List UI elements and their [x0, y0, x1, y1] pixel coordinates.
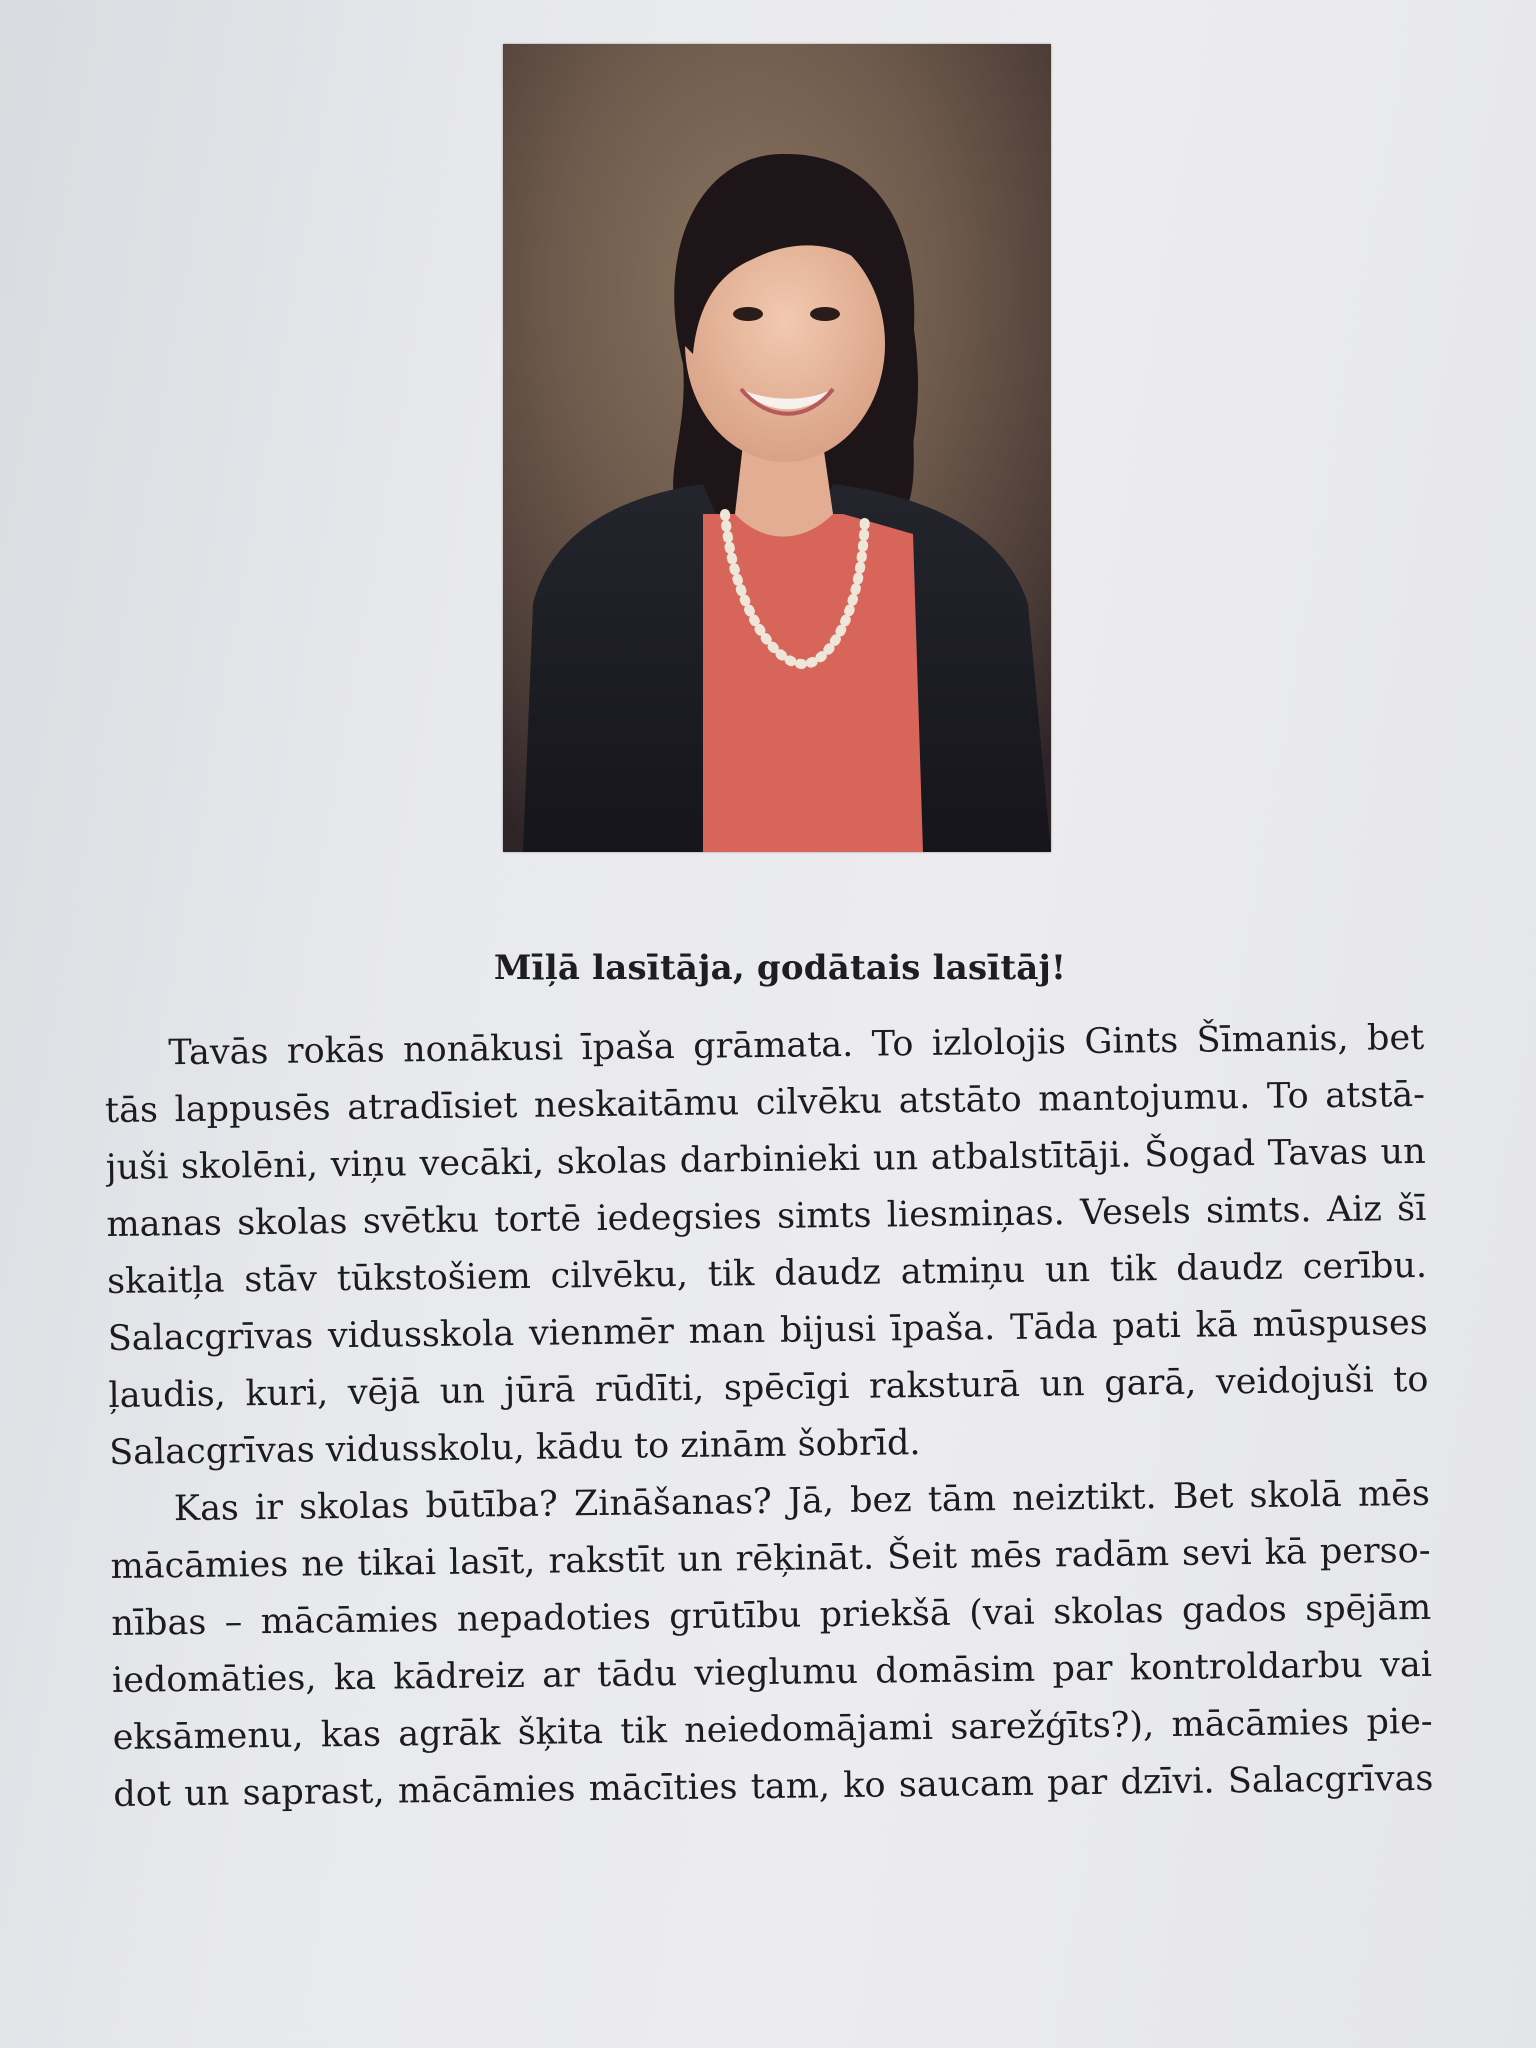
- text-line: manas skolas svētku tortē iedegsies simts liesmiņas. Vesels simts. Aiz šī: [106, 1188, 1427, 1245]
- text-line: ļaudis, kuri, vējā un jūrā rūdīti, spēcīgi raksturā un garā, veidojuši to: [108, 1359, 1429, 1416]
- text-line: mācāmies ne tikai lasīt, rakstīt un rēķināt. Šeit mēs radām sevi kā perso-: [110, 1530, 1431, 1587]
- text-line: Tavās rokās nonākusi īpaša grāmata. To izlolojis Gints Šīmanis, bet: [168, 1017, 1425, 1074]
- text-line: nības – mācāmies nepadoties grūtību priekšā (vai skolas gados spējām: [111, 1587, 1432, 1644]
- portrait-photo: [503, 44, 1051, 852]
- text-line: dot un saprast, mācāmies mācīties tam, ko saucam par dzīvi. Salacgrīvas: [113, 1758, 1434, 1815]
- letter-body: [104, 1010, 1434, 1824]
- text-line: Salacgrīvas vidusskola vienmēr man bijusi īpaša. Tāda pati kā mūspuses: [107, 1302, 1428, 1359]
- text-line: skaitļa stāv tūkstošiem cilvēku, tik daudz atmiņu un tik daudz cerību.: [106, 1245, 1428, 1302]
- text-line: Kas ir skolas būtība? Zināšanas? Jā, bez tām neiztikt. Bet skolā mēs: [173, 1473, 1431, 1530]
- text-line: iedomāties, ka kādreiz ar tādu vieglumu domāsim par kontroldarbu vai: [111, 1644, 1433, 1701]
- text-line: tās lappusēs atradīsiet neskaitāmu cilvēku atstāto mantojumu. To atstā-: [104, 1074, 1426, 1131]
- portrait-image: [503, 44, 1051, 852]
- letter-heading: Mīļā lasītāja, godātais lasītāj!: [493, 948, 1067, 988]
- text-line: Salacgrīvas vidusskolu, kādu to zinām šobrīd.: [108, 1423, 921, 1473]
- text-line: eksāmenu, kas agrāk šķita tik neiedomājami sarežģīts?), mācāmies pie-: [112, 1701, 1433, 1758]
- text-line: juši skolēni, viņu vecāki, skolas darbinieki un atbalstītāji. Šogad Tavas un: [105, 1131, 1426, 1188]
